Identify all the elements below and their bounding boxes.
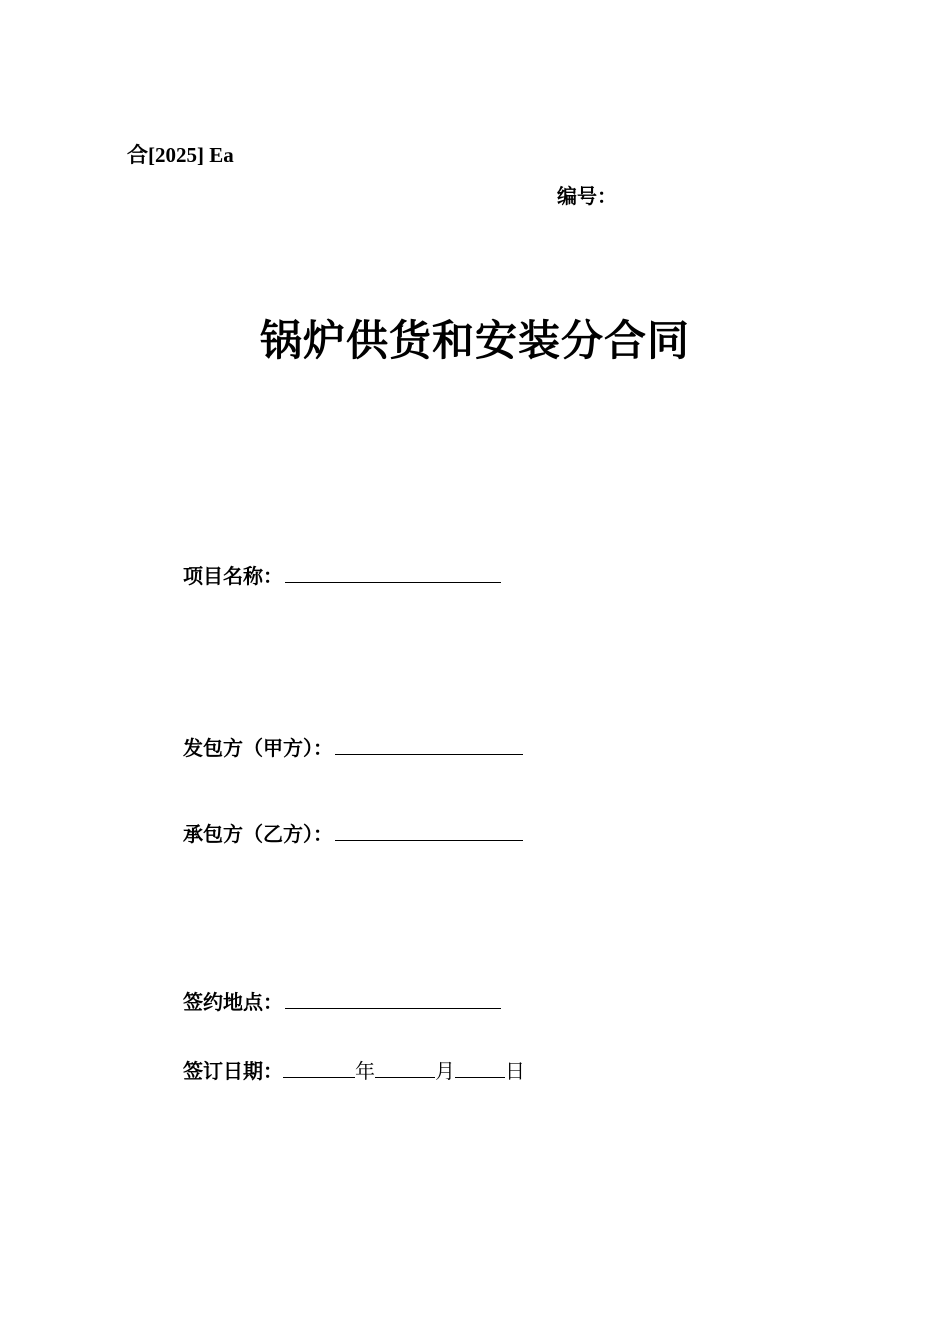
- party-a-label: 发包方（甲方）：: [183, 738, 333, 760]
- day-unit: 日: [505, 1061, 525, 1083]
- project-name-label: 项目名称：: [183, 566, 283, 588]
- party-a-blank[interactable]: [335, 736, 523, 755]
- project-name-blank[interactable]: [285, 564, 501, 583]
- month-blank[interactable]: [375, 1059, 435, 1078]
- party-b-label: 承包方（乙方）：: [183, 824, 333, 846]
- project-name-row: [183, 560, 501, 589]
- sign-date-label: 签订日期：: [183, 1061, 283, 1083]
- day-blank[interactable]: [455, 1059, 505, 1078]
- year-unit: 年: [355, 1061, 375, 1083]
- serial-number-label: 编号：: [557, 186, 617, 208]
- sign-date-row: [183, 1055, 525, 1084]
- contract-reference: 合[2025] Ea: [127, 143, 234, 167]
- party-b-row: [183, 818, 523, 847]
- sign-place-label: 签约地点：: [183, 992, 283, 1014]
- party-a-row: [183, 732, 523, 761]
- year-blank[interactable]: [283, 1059, 355, 1078]
- sign-place-row: [183, 986, 501, 1015]
- sign-place-blank[interactable]: [285, 990, 501, 1009]
- month-unit: 月: [435, 1061, 455, 1083]
- party-b-blank[interactable]: [335, 822, 523, 841]
- document-title: 锅炉供货和安装分合同: [259, 316, 690, 365]
